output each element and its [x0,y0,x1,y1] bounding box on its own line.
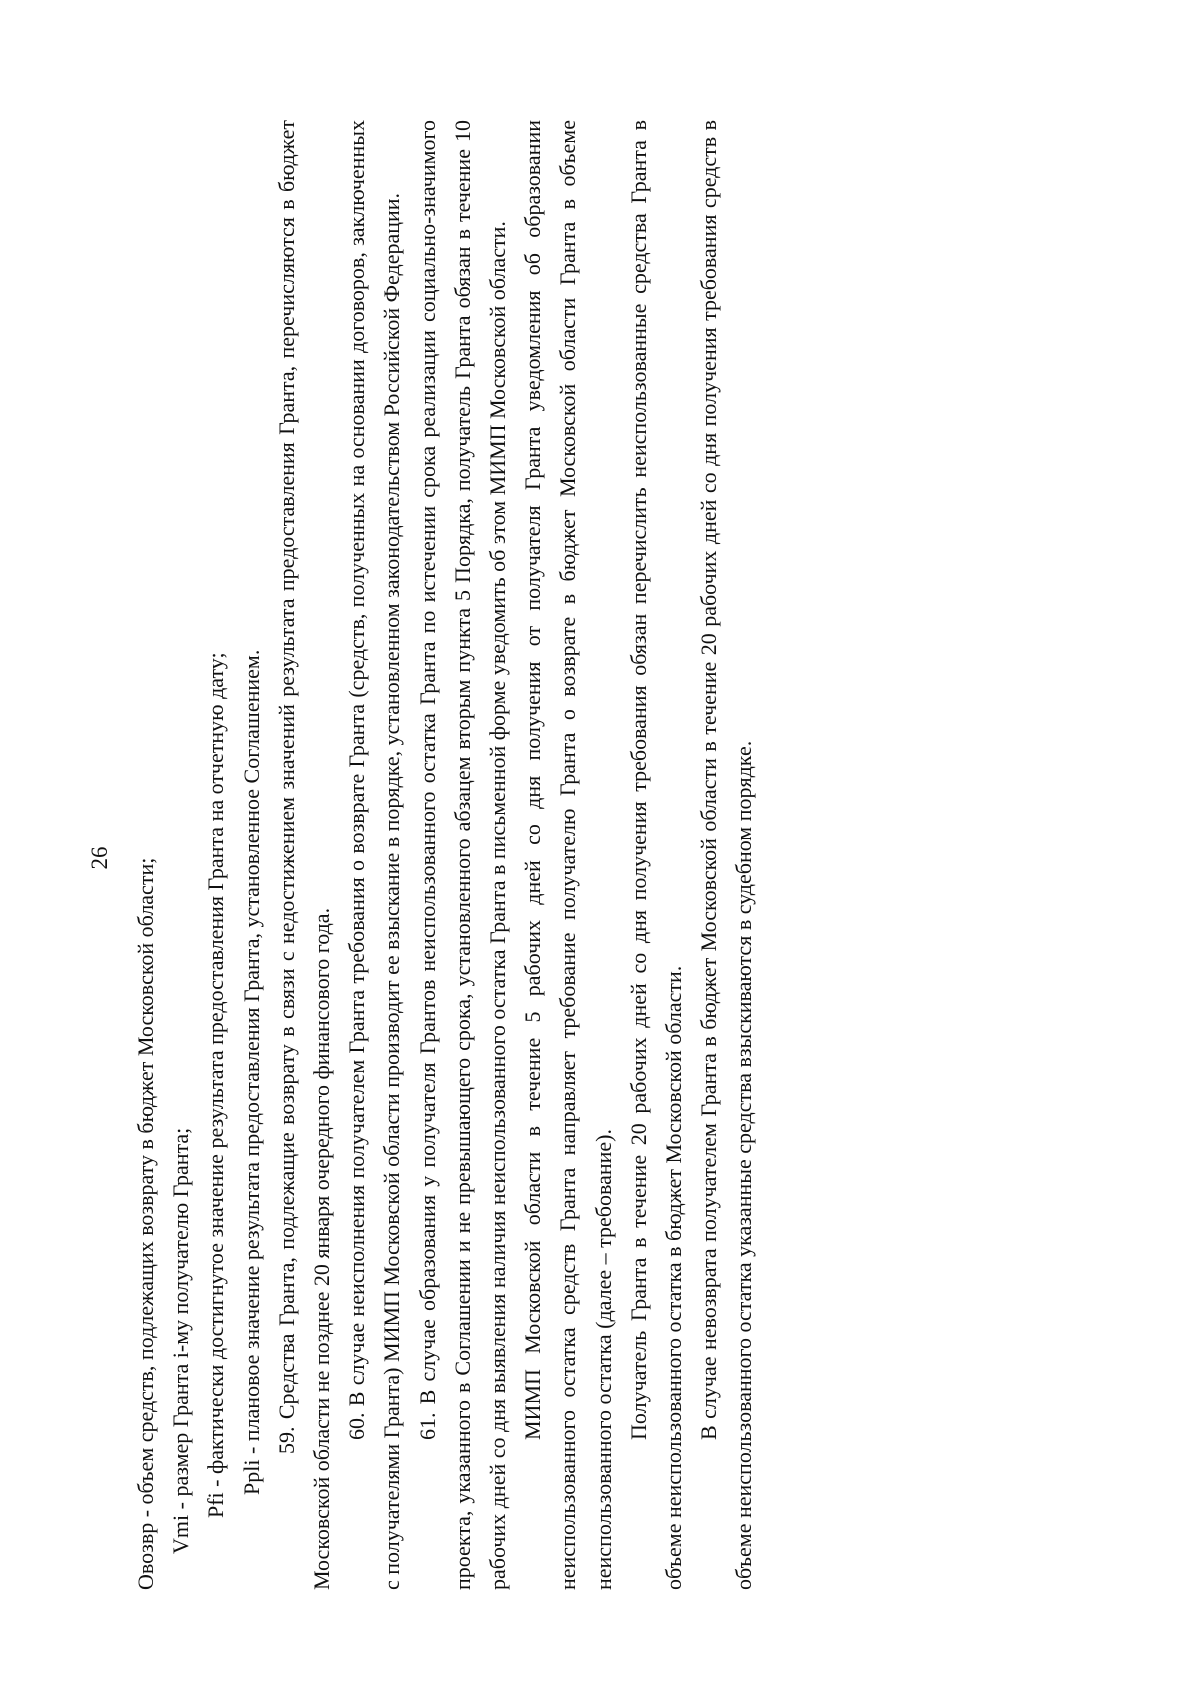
page-number: 26 [87,846,112,870]
paragraph-non-return: В случае невозврата получателем Гранта в бюджет Московской области в течение 20 рабочих дней со дня получения требования средств в объеме неиспользованного остатка указанные средства взыскиваются в судебном порядке. [696,120,757,1590]
paragraph-61: 61. В случае образования у получателя Грантов неиспользованного остатка Гранта по истечении срока реализации социально-значимого проекта, указанного в Соглашении и не превышающего срока, установленного абзацем вторым пункта 5 Порядка, получатель Гранта обязан в течение 10 рабочих дней со дня выявления наличия неиспользованного остатка Гранта в письменной форме уведомить об этом МИМП Московской области. [414,120,511,1590]
page-body [128,120,762,1590]
paragraph-59: 59. Средства Гранта, подлежащие возврату в связи с недостижением значений результата предоставления Гранта, перечисляются в бюджет Московской области не позднее 20 января очередного финансового года. [273,120,335,1590]
document-text [128,120,762,1590]
paragraph-formula-ppli: Ppli - плановое значение результата предоставления Гранта, установленное Соглашением. [238,649,264,1495]
paragraph-recipient-transfer: Получатель Гранта в течение 20 рабочих дней со дня получения требования обязан перечислить неиспользованные средства Гранта в объеме неиспользованного остатка в бюджет Московской области. [625,120,687,1590]
paragraph-formula-vozvr: Овозвр - объем средств, подлежащих возврату в бюджет Московской области; [133,857,158,1590]
paragraph-formula-pfi: Pfi - фактически достигнутое значение результата предоставления Гранта на отчетную дату; [203,652,229,1518]
paragraph-formula-vmi: Vmi - размер Гранта i-му получателю Гранта; [168,1127,194,1554]
paragraph-60: 60. В случае неисполнения получателем Гранта требования о возврате Гранта (средств, полученных на основании договоров, заключенных с получателями Гранта) МИМП Московской области производит ее взыскание в порядке, установленном законодательством Российской Федерации. [344,120,405,1590]
paragraph-mimp-notice: МИМП Московской области в течение 5 рабочих дней со дня получения от получателя Гранта уведомления об образовании неиспользованного остатка средств Гранта направляет требование получателю Гранта о возврате в бюджет Московской области Гранта в объеме неиспользованного остатка (далее – требование). [520,120,616,1590]
